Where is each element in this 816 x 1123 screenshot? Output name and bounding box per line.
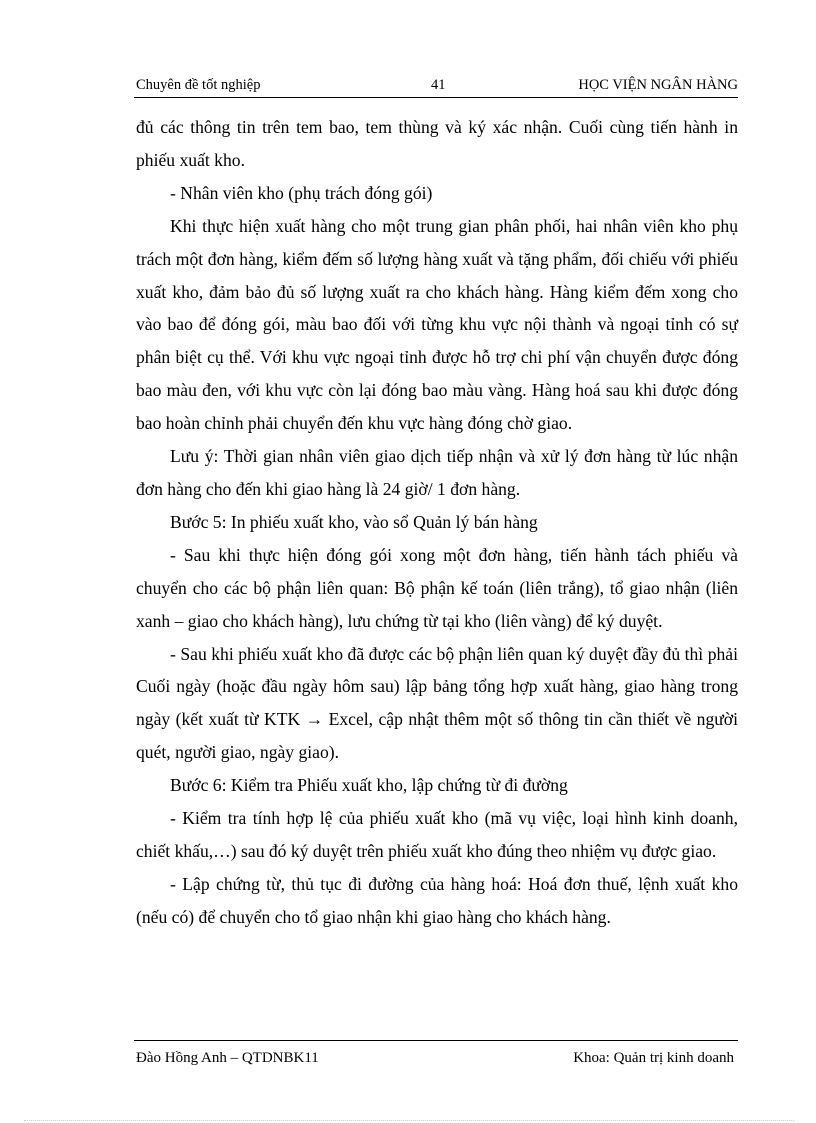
paragraph-packing-process: Khi thực hiện xuất hàng cho một trung gian phân phối, hai nhân viên kho phụ trách một đơn hàng, kiểm đếm số lượng hàng xuất và tặng phẩm, đối chiếu với phiếu xuất kho, đảm bảo đủ số lượng xuất ra cho khách hàng. Hàng kiểm đếm xong cho vào bao để đóng gói, màu bao đối với từng khu vực nội thành và ngoại tỉnh có sự phân biệt cụ thể. Với khu vực ngoại tỉnh được hỗ trợ chi phí vận chuyển được đóng bao màu đen, với khu vực còn lại đóng bao màu vàng. Hàng hoá sau khi được đóng bao hoàn chỉnh phải chuyển đến khu vực hàng đóng chờ giao.	[136, 215, 738, 434]
paragraph-step-5-split-slips: - Sau khi thực hiện đóng gói xong một đơn hàng, tiến hành tách phiếu và chuyển cho các bộ phận liên quan: Bộ phận kế toán (liên trắng), tổ giao nhận (liên xanh – giao cho khách hàng), lưu chứng từ tại kho (liên vàng) để ký duyệt.	[136, 544, 738, 631]
paragraph-step-6-validate: - Kiểm tra tính hợp lệ của phiếu xuất kho (mã vụ việc, loại hình kinh doanh, chiết khấu,…) sau đó ký duyệt trên phiếu xuất kho đúng theo nhiệm vụ được giao.	[136, 808, 738, 861]
paragraph-step-6-heading: Bước 6: Kiểm tra Phiếu xuất kho, lập chứng từ đi đường	[170, 775, 568, 796]
paragraph-warehouse-staff-heading: - Nhân viên kho (phụ trách đóng gói)	[170, 182, 433, 203]
footer-faculty: Khoa: Quản trị kinh doanh	[573, 1050, 734, 1066]
paragraph-step-5-summary: - Sau khi phiếu xuất kho đã được các bộ phận liên quan ký duyệt đầy đủ thì phải Cuối ngày (hoặc đầu ngày hôm sau) lập bảng tổng hợp xuất hàng, giao hàng trong ngày (kết xuất từ KTK → Excel, cập nhật thêm một số thông tin cần thiết về người quét, người giao, ngày giao).	[136, 643, 738, 763]
page-footer	[134, 1040, 738, 1069]
header-institution: HỌC VIỆN NGÂN HÀNG	[578, 77, 738, 93]
page-number: 41	[431, 77, 446, 93]
paragraph-step-6-documents: - Lập chứng từ, thủ tục đi đường của hàng hoá: Hoá đơn thuế, lệnh xuất kho (nếu có) để chuyển cho tổ giao nhận khi giao hàng cho khách hàng.	[136, 873, 738, 927]
header-thesis-title: Chuyên đề tốt nghiệp	[136, 77, 261, 93]
page-header	[134, 77, 738, 98]
paragraph-step-5-heading: Bước 5: In phiếu xuất kho, vào sổ Quản lý bán hàng	[170, 511, 538, 532]
paragraph-note: Lưu ý: Thời gian nhân viên giao dịch tiếp nhận và xử lý đơn hàng từ lúc nhận đơn hàng cho đến khi giao hàng là 24 giờ/ 1 đơn hàng.	[136, 446, 738, 499]
paragraph-continuation: đủ các thông tin trên tem bao, tem thùng và ký xác nhận. Cuối cùng tiến hành in phiếu xuất kho.	[136, 117, 738, 170]
page-bottom-edge	[24, 1120, 794, 1121]
document-body	[136, 111, 738, 934]
footer-author: Đào Hồng Anh – QTDNBK11	[136, 1050, 319, 1066]
